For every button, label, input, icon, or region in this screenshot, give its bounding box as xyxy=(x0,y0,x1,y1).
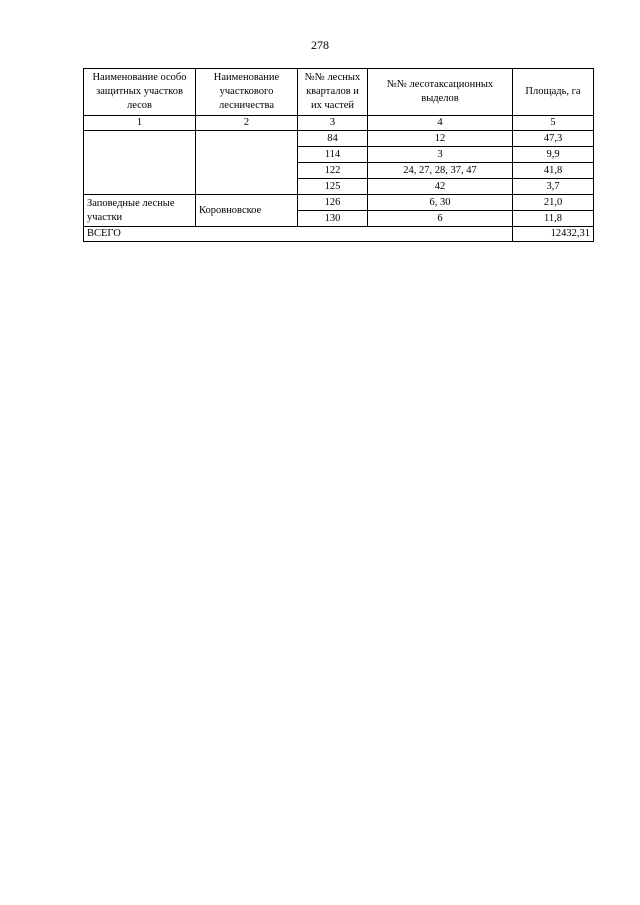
category-cell: Заповедные лесные участки xyxy=(84,195,196,227)
area-cell: 41,8 xyxy=(513,163,594,179)
column-number: 5 xyxy=(513,116,594,131)
empty-cell xyxy=(84,131,196,195)
column-number: 4 xyxy=(368,116,513,131)
header-quarter-numbers: №№ лесных кварталов и их частей xyxy=(298,69,368,116)
allotments-cell: 6, 30 xyxy=(368,195,513,211)
total-value: 12432,31 xyxy=(513,227,594,242)
table-row xyxy=(84,195,594,211)
area-cell: 47,3 xyxy=(513,131,594,147)
area-cell: 3,7 xyxy=(513,179,594,195)
quarter-cell: 122 xyxy=(298,163,368,179)
area-cell: 21,0 xyxy=(513,195,594,211)
header-area: Площадь, га xyxy=(513,69,594,116)
total-row xyxy=(84,227,594,242)
empty-cell xyxy=(196,131,298,195)
total-label: ВСЕГО xyxy=(84,227,513,242)
header-allotment-numbers: №№ лесотаксационных выделов xyxy=(368,69,513,116)
quarter-cell: 84 xyxy=(298,131,368,147)
allotments-cell: 12 xyxy=(368,131,513,147)
column-number: 1 xyxy=(84,116,196,131)
quarter-cell: 125 xyxy=(298,179,368,195)
table-row xyxy=(84,131,594,147)
quarter-cell: 126 xyxy=(298,195,368,211)
table-header-row xyxy=(84,69,594,116)
allotments-cell: 24, 27, 28, 37, 47 xyxy=(368,163,513,179)
forestry-cell: Коровновское xyxy=(196,195,298,227)
forest-areas-table xyxy=(83,68,594,242)
column-number: 2 xyxy=(196,116,298,131)
allotments-cell: 6 xyxy=(368,211,513,227)
column-number: 3 xyxy=(298,116,368,131)
area-cell: 9,9 xyxy=(513,147,594,163)
allotments-cell: 42 xyxy=(368,179,513,195)
quarter-cell: 114 xyxy=(298,147,368,163)
column-number-row xyxy=(84,116,594,131)
header-protected-area-name: Наименование особо защитных участков лесов xyxy=(84,69,196,116)
area-cell: 11,8 xyxy=(513,211,594,227)
quarter-cell: 130 xyxy=(298,211,368,227)
header-forestry-name: Наименование участкового лесничества xyxy=(196,69,298,116)
page-number: 278 xyxy=(311,38,329,52)
allotments-cell: 3 xyxy=(368,147,513,163)
